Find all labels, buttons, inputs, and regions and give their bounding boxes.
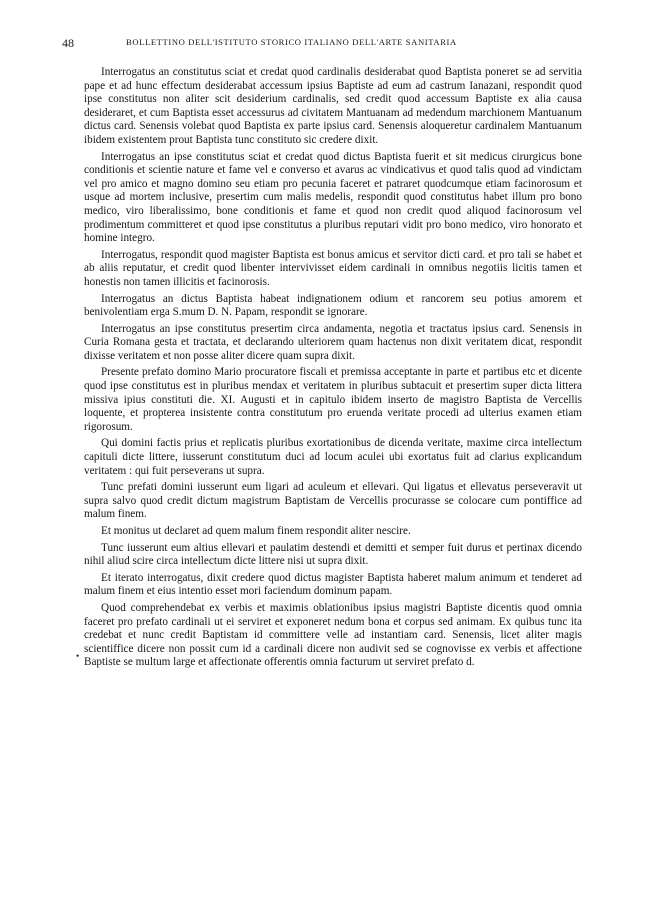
paragraph-2: Interrogatus an ipse constitutus sciat et credat quod dictus Baptista fuerit et sit medicus cirurgicus bone conditionis et scientie nature et fame vel e converso et avarus ac vindicativus et quod talis quod ad vindictam vel pro amico et magno domino seu etiam pro pecunia faceret et patraret quodcumque etiam facinorosum et usque ad mortem inclusive, presertim cum malis medelis, respondit quod constitutus habet illum pro bono medico, viro liberalissimo, bone conditionis et fame et quod non credit quod aliquod facinorosum vel prodimentum committeret et quod ipse constitutus a pluribus reputari vidit pro bono medico, viro honorato et homine integro. [84,150,582,245]
paragraph-5: Interrogatus an ipse constitutus presertim circa andamenta, negotia et tractatus ipsius card. Senensis in Curia Romana gesta et tractata, et declarando ulteriorem quam hactenus non dixit veritatem dicat, respondit dixisse veritatem et non posse aliter dicere quam supra dixit. [84,322,582,362]
paragraph-7: Qui domini factis prius et replicatis pluribus exortationibus de dicenda veritate, maxime circa intellectum capituli dicte littere, iusserunt constitutum duci ad locum aculei ubi exortatus fuit ad clarius explicandum veritatem : qui fuit perseverans ut supra. [84,437,582,477]
paragraph-9: Et monitus ut declaret ad quem malum finem respondit aliter nescire. [101,525,411,537]
page-number: 48 [62,36,74,50]
paragraph-4: Interrogatus an dictus Baptista habeat indignationem odium et rancorem seu potius amorem et benivolentiam erga S.mum D. N. Papam, respondit se ignorare. [84,292,582,319]
page-header [62,36,582,52]
paragraph-12: Quod comprehendebat ex verbis et maximis oblationibus ipsius magistri Baptiste dicentis quod omnia faceret pro prefato cardinali ut ei serviret et exponeret nedum bona et corpus sed animam. Ex quibus tunc ita credebat et nunc credit Baptistam id committere velle ad instantiam card. Senensis, licet aliter magis scientiffice dicere non possit cum id a cardinali dicere non audivit sed se cognovisse ex verbis et affectione Baptiste se multum large et affectionate offerentis omnia facturum ut serviret prefato d. [84,601,582,669]
paragraph-3: Interrogatus, respondit quod magister Baptista est bonus amicus et servitor dicti card. et pro tali se habet et ab aliis reputatur, et credit quod libenter intervivisset eidem cardinali in omnibus negotiis licitis tamen et honestis non tamen illicitis et facinorosis. [84,248,582,288]
body-text [84,66,582,673]
paragraph-8: Tunc prefati domini iusserunt eum ligari ad aculeum et ellevari. Qui ligatus et ellevatus perseveravit ut supra salvo quod credit dictum magistrum Baptistam de Vercellis procurasse se colocare cum pontiffice ad malum finem. [84,481,582,521]
marginal-bullet-mark: • [76,651,80,661]
paragraph-11: Et iterato interrogatus, dixit credere quod dictus magister Baptista haberet malum animum et tenderet ad malum finem et eius intentio esset mori faciendum dominum papam. [84,571,582,598]
paragraph-1: Interrogatus an constitutus sciat et credat quod cardinalis desiderabat quod Baptista poneret se ad servitia pape et ad hunc effectum desiderabat accessum ipsius Baptiste ad eum ad castrum Ianazani, respondit quod ipse constitutus non aliter scit desiderium cardinalis, sed credit quod accessum Baptiste ex alia causa desideraret, et cum Baptista esset accessurus ad civitatem Mantuanam ad medendum marchionem Mantuanum dictus card. Senensis volebat quod Baptista ex parte ipsius card. Senensis aloqueretur cardinalem Mantuanum ibidem existentem prout Baptista tunc constituto sic credere dixit. [84,66,582,146]
paragraph-6: Presente prefato domino Mario procuratore fiscali et premissa acceptante in parte et partibus etc et dicente quod ipse constitutus est in pluribus mendax et veritatem in pluribus subtacuit et presertim super dicta littera missiva ipius constituti die. XI. Augusti et in capitulo ibidem inserto de magistro Baptista de Vercellis loquente, et propterea insistente contra constitutum pro eruenda veritate procedi ad ulterius examen etiam rigorosum. [84,366,582,433]
running-title: BOLLETTINO DELL'ISTITUTO STORICO ITALIANO DELL'ARTE SANITARIA [126,37,457,47]
paragraph-10: Tunc iusserunt eum altius ellevari et paulatim destendi et demitti et semper fuit durus et pertinax dicendo nihil aliud scire circa intellectum dicte littere nisi ut supra dixit. [84,541,582,568]
